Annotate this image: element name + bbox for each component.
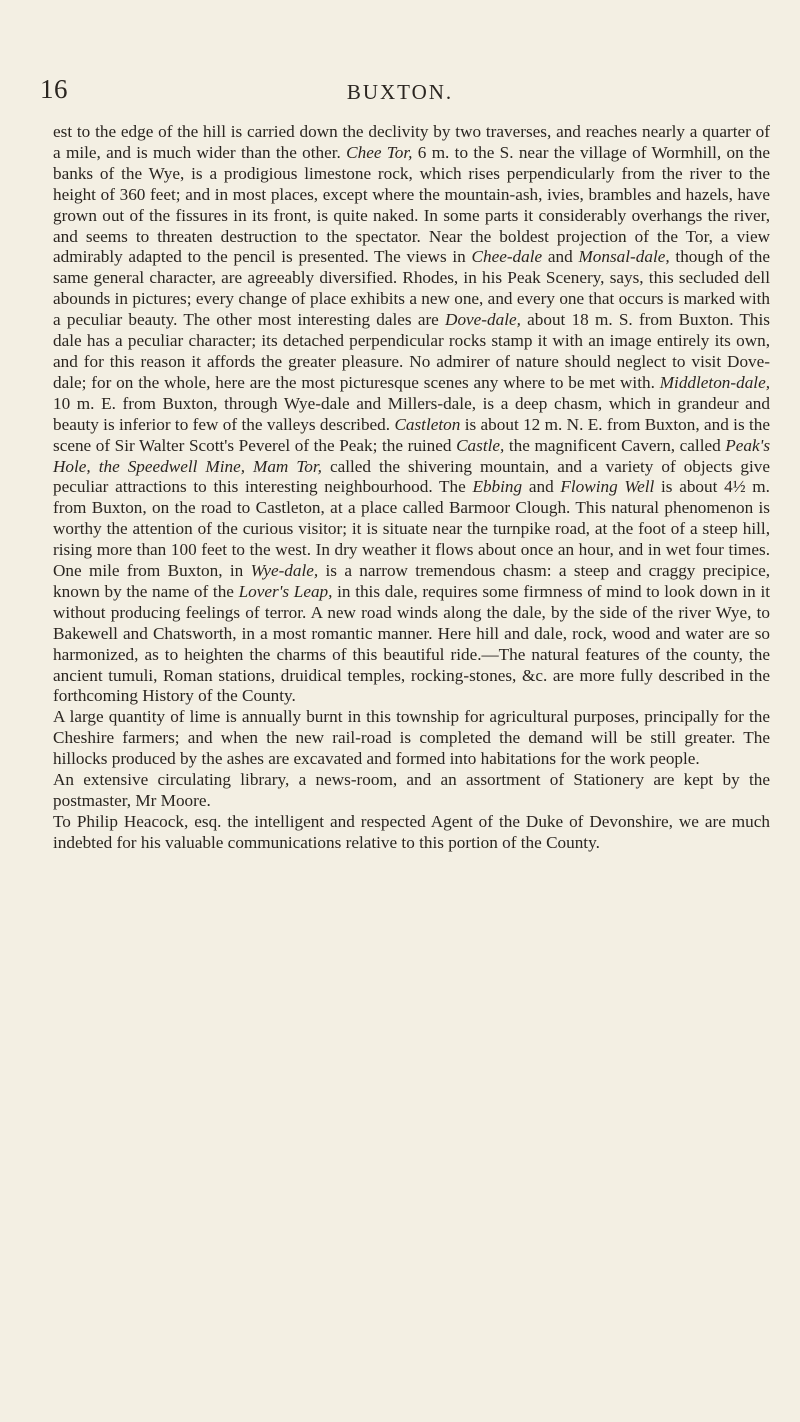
italic-text: Dove-dale, [445,310,521,330]
text-run: is about 4½ m. from Buxton, on the road to Castleton, at a place called Barmoor Clough. This natural phenomenon is worthy the attention of the curious visitor; it is situate near the turnpike road, at the foot of a steep hill, rising more than 100 feet to the west. In dry weather it flows about once an hour, and in wet four times. One mile from Buxton, in [53,477,770,581]
body-text [53,122,770,854]
text-run: called the shivering mountain, and a variety of objects give peculiar attractions to this interesting neighbourhood. The [53,456,770,497]
text-run: 6 m. to the S. near the village of Wormhill, on the banks of the Wye, is a prodigious limestone rock, which rises perpendicularly from the river to the height of 360 feet; and in most places, except where the mountain-ash, ivies, brambles and hazels, have grown out of the fissures in its front, is quite naked. In some parts it considerably overhangs the river, and seems to threaten destruction to the spectator. Near the boldest projection of the Tor, a view admirably adapted to the pencil is presented. The views in [53,142,771,267]
paragraph [53,122,770,707]
text-run: in this dale, requires some firmness of mind to look down in it without producing feelings of terror. A new road winds along the dale, by the side of the river Wye, to Bakewell and Chatsworth, in a most romantic manner. Here hill and dale, rock, wood and water are so harmonized, as to heighten the charms of this beautiful ride.—The natural features of the county, the ancient tumuli, Roman stations, druidical temples, rocking-stones, &c. are more fully described in the forthcoming History of the County. [53,581,770,706]
paragraph [53,707,770,770]
italic-text: Lover's Leap, [238,581,333,601]
italic-text: Flowing Well [560,477,655,497]
text-run: To Philip Heacock, esq. the intelligent and respected Agent of the Duke of Devonshire, we are much indebted for his valuable communications relative to this portion of the County. [53,811,770,852]
paragraph [53,812,770,854]
text-run: A large quantity of lime is annually burnt in this township for agricultural purposes, principally for the Cheshire farmers; and when the new rail-road is completed the demand will be still greater. The hillocks produced by the ashes are excavated and formed into habitations for the work people. [53,707,770,769]
text-run: the magnificent Cavern, called [504,435,726,455]
text-run: est to the edge of the hill is carried down the declivity by two traverses, and reaches nearly a quarter of a mile, and is much wider than the other. [53,122,770,162]
text-run: and [542,247,579,267]
paragraph [53,770,770,812]
italic-text: Castleton [394,414,461,434]
text-run: An extensive circulating library, a news-room, and an assortment of Stationery are kept by the postmaster, Mr Moore. [53,770,770,810]
italic-text: Peak's Hole, the Speedwell Mine, Mam Tor, [53,435,771,476]
italic-text: Middleton-dale, [659,372,770,392]
text-run: is about 12 m. N. E. from Buxton, and is the scene of Sir Walter Scott's Peverel of the Peak; the ruined [53,414,770,455]
italic-text: Chee-dale [471,247,543,267]
italic-text: Wye-dale, [250,561,319,581]
running-title: BUXTON. [346,80,454,104]
italic-text: Monsal-dale, [578,247,670,267]
italic-text: Chee Tor, [346,142,413,162]
text-run: and [522,477,561,497]
page-number: 16 [40,74,68,104]
text-run: about 18 m. S. from Buxton. This dale has a peculiar character; its detached perpendicular rocks stamp it with an image entirely its own, and for this reason it affords the greater pleasure. No admirer of nature should neglect to visit Dove-dale; for on the whole, here are the most picturesque scenes any where to be met with. [53,310,770,392]
italic-text: Ebbing [472,477,523,497]
text-run: is a narrow tremendous chasm: a steep and craggy precipice, known by the name of the [53,561,771,601]
text-run: though of the same general character, are agreeably diversified. Rhodes, in his Peak Scenery, says, this secluded dell abounds in pictures; every change of place exhibits a new one, and every one that occurs is marked with a peculiar beauty. The other most interesting dales are [53,247,770,330]
text-run: 10 m. E. from Buxton, through Wye-dale and Millers-dale, is a deep chasm, which in grandeur and beauty is inferior to few of the valleys described. [53,393,770,434]
italic-text: Castle, [456,435,505,455]
